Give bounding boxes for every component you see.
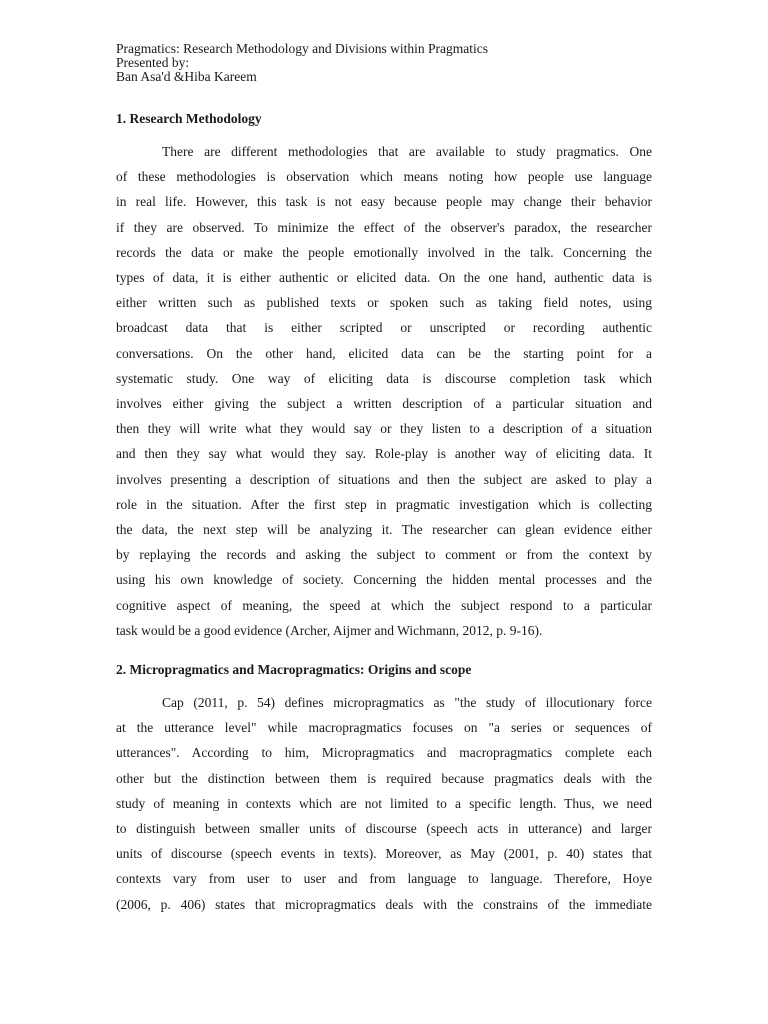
paragraph-line: conversations. On the other hand, elicited data can be the starting point for a xyxy=(116,345,652,361)
paragraph-line: using his own knowledge of society. Concerning the hidden mental processes and the xyxy=(116,572,652,588)
paragraph-line: cognitive aspect of meaning, the speed at which the subject respond to a particular xyxy=(116,597,652,613)
paragraph-line: of these methodologies is observation which means noting how people use language xyxy=(116,169,652,185)
paragraph-line: and then they say what would they say. Role-play is another way of eliciting data. It xyxy=(116,446,652,462)
paragraph-line: if they are observed. To minimize the effect of the observer's paradox, the researcher xyxy=(116,219,652,235)
paragraph-line: contexts vary from user to user and from language to language. Therefore, Hoye xyxy=(116,871,652,887)
document-page xyxy=(116,42,652,917)
section-heading-micro-macro-pragmatics: 2. Micropragmatics and Macropragmatics: Origins and scope xyxy=(116,662,472,678)
paragraph-line: records the data or make the people emotionally involved in the talk. Concerning the xyxy=(116,244,652,260)
paragraph-line: the data, the next step will be analyzing it. The researcher can glean evidence either xyxy=(116,522,652,538)
paragraph-line: role in the situation. After the first step in pragmatic investigation which is collecting xyxy=(116,496,652,512)
paragraph-line: utterances". According to him, Micropragmatics and macropragmatics complete each xyxy=(116,745,652,761)
paragraph-line: other but the distinction between them is required because pragmatics deals with the xyxy=(116,770,652,786)
paragraph-line: then they will write what they would say or they listen to a description of a situation xyxy=(116,421,652,437)
paragraph-line: types of data, it is either authentic or elicited data. On the one hand, authentic data is xyxy=(116,270,652,286)
paragraph-line: involves either giving the subject a written description of a particular situation and xyxy=(116,396,652,412)
authors: Ban Asa'd &Hiba Kareem xyxy=(116,69,257,84)
paragraph-line: by replaying the records and asking the subject to comment or from the context by xyxy=(116,547,652,563)
section-heading-research-methodology: 1. Research Methodology xyxy=(116,111,262,126)
presented-by-label: Presented by: xyxy=(116,55,190,70)
paragraph-line: There are different methodologies that are available to study pragmatics. One xyxy=(162,144,652,159)
paragraph-line: at the utterance level" while macropragmatics focuses on "a series or sequences of xyxy=(116,720,652,736)
paragraph-line: Cap (2011, p. 54) defines micropragmatics as "the study of illocutionary force xyxy=(162,695,652,711)
paragraph-line: in real life. However, this task is not easy because people may change their behavior xyxy=(116,194,652,210)
paragraph-line: involves presenting a description of situations and then the subject are asked to play a xyxy=(116,471,652,487)
paragraph-line: units of discourse (speech events in texts). Moreover, as May (2001, p. 40) states that xyxy=(116,846,652,862)
paragraph-line: systematic study. One way of eliciting data is discourse completion task which xyxy=(116,370,652,386)
paragraph-research-methodology xyxy=(116,139,652,643)
paragraph-micro-macro-pragmatics xyxy=(116,690,652,917)
paragraph-line: broadcast data that is either scripted or unscripted or recording authentic xyxy=(116,320,652,336)
paragraph-line: study of meaning in contexts which are not limited to a specific length. Thus, we need xyxy=(116,795,652,811)
paragraph-line: to distinguish between smaller units of discourse (speech acts in utterance) and larger xyxy=(116,821,652,837)
paragraph-line: either written such as published texts or spoken such as taking field notes, using xyxy=(116,295,652,311)
paragraph-line: (2006, p. 406) states that micropragmatics deals with the constrains of the immediate xyxy=(116,896,652,912)
paragraph-line: task would be a good evidence (Archer, Aijmer and Wichmann, 2012, p. 9-16). xyxy=(116,622,543,638)
document-title: Pragmatics: Research Methodology and Divisions within Pragmatics xyxy=(116,41,488,56)
